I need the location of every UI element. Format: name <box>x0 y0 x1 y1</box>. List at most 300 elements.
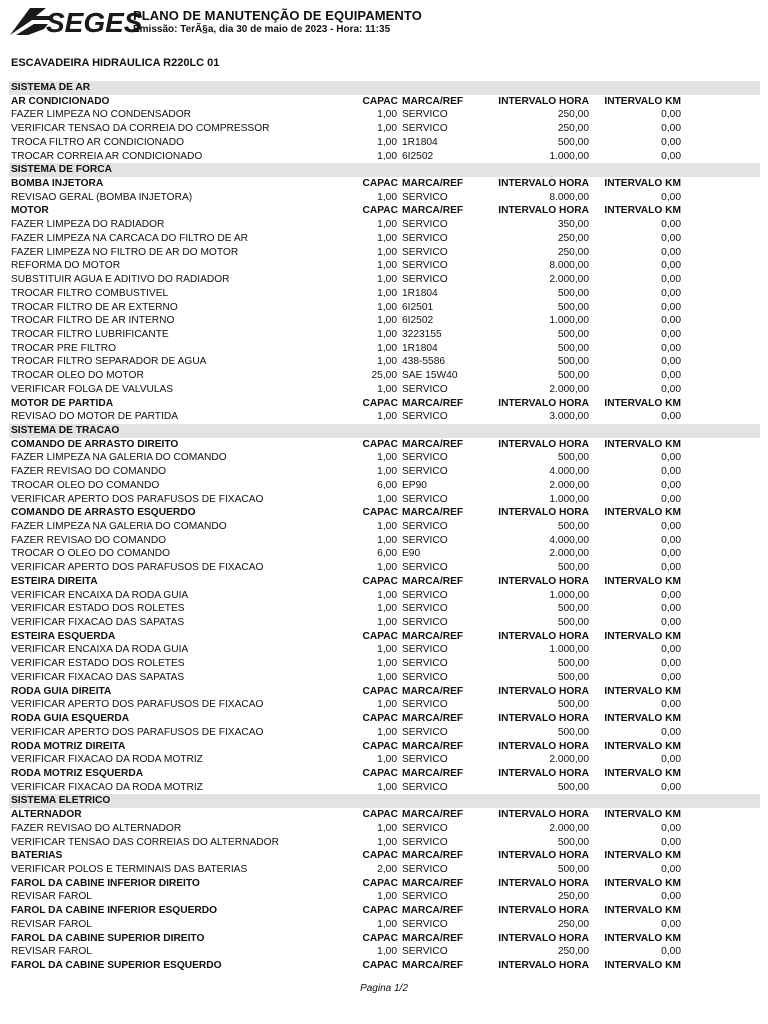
item-interval-km: 0,00 <box>661 863 681 875</box>
item-interval-hours: 500,00 <box>557 370 589 382</box>
item-interval-km: 0,00 <box>661 452 681 464</box>
item-marca: SERVICO <box>402 383 448 395</box>
item-interval-km: 0,00 <box>661 589 681 601</box>
marca-column-header: MARCA/REF <box>402 685 464 697</box>
capac-column-header: CAPAC <box>362 877 398 889</box>
km-column-header: INTERVALO KM <box>604 809 681 821</box>
table-row <box>0 822 768 836</box>
item-marca: 6I2501 <box>402 301 434 313</box>
hora-column-header: INTERVALO HORA <box>498 740 589 752</box>
km-column-header: INTERVALO KM <box>604 877 681 889</box>
item-capac: 1,00 <box>377 356 397 368</box>
hora-column-header: INTERVALO HORA <box>498 905 589 917</box>
table-row <box>0 355 768 369</box>
item-description: TROCAR OLEO DO COMANDO <box>11 479 160 491</box>
group-header-row <box>0 712 768 726</box>
item-capac: 1,00 <box>377 534 397 546</box>
group-name: RODA MOTRIZ ESQUERDA <box>11 767 144 779</box>
maintenance-table <box>0 81 768 973</box>
item-description: VERIFICAR FIXACAO DA RODA MOTRIZ <box>11 754 203 766</box>
table-row <box>0 369 768 383</box>
table-row <box>0 232 768 246</box>
item-capac: 1,00 <box>377 452 397 464</box>
item-interval-km: 0,00 <box>661 411 681 423</box>
item-description: FAZER REVISAO DO COMANDO <box>11 534 167 546</box>
document-title: PLANO DE MANUTENÇÃO DE EQUIPAMENTO <box>133 8 422 23</box>
group-name: FAROL DA CABINE SUPERIOR ESQUERDO <box>11 960 222 971</box>
item-capac: 1,00 <box>377 123 397 135</box>
item-capac: 1,00 <box>377 603 397 615</box>
group-name: FAROL DA CABINE INFERIOR ESQUERDO <box>11 905 218 917</box>
item-description: VERIFICAR APERTO DOS PARAFUSOS DE FIXACAO <box>11 726 264 738</box>
km-column-header: INTERVALO KM <box>604 713 681 725</box>
capac-column-header: CAPAC <box>362 95 398 107</box>
hora-column-header: INTERVALO HORA <box>498 713 589 725</box>
group-name: COMANDO DE ARRASTO DIREITO <box>11 438 179 450</box>
item-interval-hours: 500,00 <box>557 342 589 354</box>
marca-column-header: MARCA/REF <box>402 850 464 862</box>
item-capac: 1,00 <box>377 232 397 244</box>
km-column-header: INTERVALO KM <box>604 95 681 107</box>
item-marca: SERVICO <box>402 109 448 121</box>
item-capac: 1,00 <box>377 191 397 203</box>
km-column-header: INTERVALO KM <box>604 932 681 944</box>
item-capac: 1,00 <box>377 836 397 848</box>
item-interval-hours: 500,00 <box>557 521 589 532</box>
group-header-row <box>0 932 768 946</box>
hora-column-header: INTERVALO HORA <box>498 438 589 450</box>
capac-column-header: CAPAC <box>362 438 398 450</box>
group-name: ESTEIRA ESQUERDA <box>11 630 116 642</box>
hora-column-header: INTERVALO HORA <box>498 932 589 944</box>
group-header-row <box>0 740 768 754</box>
table-row <box>0 589 768 603</box>
item-interval-km: 0,00 <box>661 946 681 958</box>
km-column-header: INTERVALO KM <box>604 767 681 779</box>
item-marca: SERVICO <box>402 754 448 766</box>
marca-column-header: MARCA/REF <box>402 507 464 519</box>
capac-column-header: CAPAC <box>362 205 398 217</box>
group-header-row <box>0 877 768 891</box>
item-interval-km: 0,00 <box>661 315 681 327</box>
item-description: VERIFICAR TENSAO DAS CORREIAS DO ALTERNADOR <box>11 836 279 848</box>
km-column-header: INTERVALO KM <box>604 507 681 519</box>
item-description: VERIFICAR FOLGA DE VALVULAS <box>11 383 174 395</box>
item-description: VERIFICAR POLOS E TERMINAIS DAS BATERIAS <box>11 863 248 875</box>
item-interval-km: 0,00 <box>661 562 681 574</box>
table-row <box>0 259 768 273</box>
item-capac: 1,00 <box>377 383 397 395</box>
table-row <box>0 342 768 356</box>
item-description: FAZER LIMPEZA NA GALERIA DO COMANDO <box>11 452 227 464</box>
item-marca: SERVICO <box>402 534 448 546</box>
table-row <box>0 602 768 616</box>
table-row <box>0 781 768 795</box>
table-row <box>0 493 768 507</box>
group-header-row <box>0 849 768 863</box>
capac-column-header: CAPAC <box>362 397 398 409</box>
item-interval-hours: 350,00 <box>557 219 589 231</box>
item-interval-hours: 1.000,00 <box>549 315 589 327</box>
table-row <box>0 616 768 630</box>
item-interval-km: 0,00 <box>661 781 681 793</box>
group-name: RODA GUIA ESQUERDA <box>11 713 130 725</box>
item-interval-hours: 3.000,00 <box>549 411 589 423</box>
item-description: VERIFICAR ENCAIXA DA RODA GUIA <box>11 644 189 656</box>
system-name: SISTEMA DE AR <box>11 82 91 93</box>
item-interval-km: 0,00 <box>661 370 681 382</box>
system-section-header <box>9 81 760 95</box>
item-interval-hours: 8.000,00 <box>549 260 589 272</box>
item-interval-hours: 500,00 <box>557 863 589 875</box>
group-name: BATERIAS <box>11 850 63 862</box>
item-interval-km: 0,00 <box>661 260 681 272</box>
item-interval-km: 0,00 <box>661 521 681 532</box>
item-marca: SERVICO <box>402 123 448 135</box>
item-interval-km: 0,00 <box>661 671 681 683</box>
group-name: FAROL DA CABINE INFERIOR DIREITO <box>11 877 200 889</box>
item-description: SUBSTITUIR AGUA E ADITIVO DO RADIADOR <box>11 274 230 286</box>
item-interval-km: 0,00 <box>661 644 681 656</box>
item-description: TROCAR FILTRO LUBRIFICANTE <box>11 328 169 340</box>
marca-column-header: MARCA/REF <box>402 877 464 889</box>
item-interval-km: 0,00 <box>661 754 681 766</box>
hora-column-header: INTERVALO HORA <box>498 178 589 190</box>
item-interval-km: 0,00 <box>661 603 681 615</box>
item-marca: SERVICO <box>402 918 448 930</box>
item-interval-km: 0,00 <box>661 836 681 848</box>
item-interval-km: 0,00 <box>661 548 681 560</box>
item-interval-km: 0,00 <box>661 383 681 395</box>
item-capac: 6,00 <box>377 479 397 491</box>
table-row <box>0 218 768 232</box>
item-interval-km: 0,00 <box>661 466 681 478</box>
item-capac: 1,00 <box>377 699 397 711</box>
item-marca: SERVICO <box>402 891 448 903</box>
marca-column-header: MARCA/REF <box>402 960 464 971</box>
item-interval-km: 0,00 <box>661 479 681 491</box>
item-marca: SERVICO <box>402 644 448 656</box>
logo-text: SEGES <box>46 7 143 38</box>
hora-column-header: INTERVALO HORA <box>498 507 589 519</box>
item-capac: 1,00 <box>377 946 397 958</box>
item-description: REVISAR FAROL <box>11 946 92 958</box>
page-number: Pagina 1/2 <box>360 983 408 994</box>
system-section-header <box>9 424 760 438</box>
capac-column-header: CAPAC <box>362 507 398 519</box>
km-column-header: INTERVALO KM <box>604 438 681 450</box>
km-column-header: INTERVALO KM <box>604 205 681 217</box>
km-column-header: INTERVALO KM <box>604 960 681 971</box>
item-capac: 1,00 <box>377 274 397 286</box>
capac-column-header: CAPAC <box>362 850 398 862</box>
item-interval-km: 0,00 <box>661 493 681 505</box>
table-row <box>0 383 768 397</box>
item-marca: SERVICO <box>402 836 448 848</box>
item-capac: 1,00 <box>377 328 397 340</box>
item-interval-km: 0,00 <box>661 109 681 121</box>
item-capac: 1,00 <box>377 918 397 930</box>
item-marca: SERVICO <box>402 521 448 532</box>
emission-date: Emissão: TerÃ§a, dia 30 de maio de 2023 - Hora: 11:35 <box>133 24 391 35</box>
group-header-row <box>0 685 768 699</box>
item-interval-hours: 500,00 <box>557 328 589 340</box>
item-interval-hours: 500,00 <box>557 658 589 670</box>
item-description: FAZER REVISAO DO ALTERNADOR <box>11 822 182 834</box>
table-row <box>0 698 768 712</box>
hora-column-header: INTERVALO HORA <box>498 205 589 217</box>
item-description: VERIFICAR ESTADO DOS ROLETES <box>11 603 185 615</box>
item-description: FAZER LIMPEZA NO FILTRO DE AR DO MOTOR <box>11 246 239 258</box>
item-interval-hours: 500,00 <box>557 452 589 464</box>
item-capac: 1,00 <box>377 315 397 327</box>
item-marca: 1R1804 <box>402 342 438 354</box>
item-marca: E90 <box>402 548 421 560</box>
item-description: REFORMA DO MOTOR <box>11 260 121 272</box>
km-column-header: INTERVALO KM <box>604 397 681 409</box>
item-marca: SERVICO <box>402 671 448 683</box>
group-name: RODA GUIA DIREITA <box>11 685 112 697</box>
table-row <box>0 561 768 575</box>
item-interval-km: 0,00 <box>661 123 681 135</box>
item-description: TROCAR PRE FILTRO <box>11 342 117 354</box>
item-marca: 1R1804 <box>402 287 438 299</box>
item-marca: SERVICO <box>402 863 448 875</box>
item-description: VERIFICAR FIXACAO DAS SAPATAS <box>11 617 185 629</box>
table-row <box>0 890 768 904</box>
group-header-row <box>0 95 768 109</box>
table-row <box>0 136 768 150</box>
hora-column-header: INTERVALO HORA <box>498 877 589 889</box>
item-marca: SERVICO <box>402 232 448 244</box>
item-description: TROCAR FILTRO COMBUSTIVEL <box>11 287 169 299</box>
item-interval-hours: 4.000,00 <box>549 466 589 478</box>
item-marca: SERVICO <box>402 617 448 629</box>
item-interval-km: 0,00 <box>661 287 681 299</box>
item-description: TROCAR FILTRO DE AR EXTERNO <box>11 301 178 313</box>
capac-column-header: CAPAC <box>362 575 398 587</box>
item-capac: 1,00 <box>377 301 397 313</box>
item-marca: 1R1804 <box>402 136 438 148</box>
group-header-row <box>0 177 768 191</box>
group-header-row <box>0 575 768 589</box>
marca-column-header: MARCA/REF <box>402 809 464 821</box>
item-marca: 6I2502 <box>402 315 434 327</box>
hora-column-header: INTERVALO HORA <box>498 960 589 971</box>
group-name: BOMBA INJETORA <box>11 178 104 190</box>
item-marca: SERVICO <box>402 493 448 505</box>
group-header-row <box>0 959 768 973</box>
item-interval-hours: 500,00 <box>557 617 589 629</box>
capac-column-header: CAPAC <box>362 932 398 944</box>
capac-column-header: CAPAC <box>362 767 398 779</box>
item-marca: 3223155 <box>402 328 442 340</box>
item-capac: 1,00 <box>377 246 397 258</box>
item-capac: 1,00 <box>377 521 397 532</box>
item-interval-km: 0,00 <box>661 658 681 670</box>
equipment-name: ESCAVADEIRA HIDRAULICA R220LC 01 <box>11 57 220 69</box>
item-description: TROCAR FILTRO SEPARADOR DE AGUA <box>11 356 207 368</box>
item-capac: 1,00 <box>377 150 397 162</box>
item-capac: 1,00 <box>377 287 397 299</box>
item-description: REVISAO GERAL (BOMBA INJETORA) <box>11 191 193 203</box>
item-marca: SERVICO <box>402 246 448 258</box>
marca-column-header: MARCA/REF <box>402 932 464 944</box>
table-row <box>0 836 768 850</box>
item-interval-hours: 500,00 <box>557 136 589 148</box>
item-marca: SERVICO <box>402 411 448 423</box>
item-capac: 1,00 <box>377 219 397 231</box>
item-marca: SERVICO <box>402 658 448 670</box>
item-capac: 1,00 <box>377 754 397 766</box>
marca-column-header: MARCA/REF <box>402 95 464 107</box>
km-column-header: INTERVALO KM <box>604 575 681 587</box>
hora-column-header: INTERVALO HORA <box>498 95 589 107</box>
item-capac: 1,00 <box>377 109 397 121</box>
item-interval-hours: 500,00 <box>557 562 589 574</box>
marca-column-header: MARCA/REF <box>402 397 464 409</box>
item-description: REVISAO DO MOTOR DE PARTIDA <box>11 411 178 423</box>
marca-column-header: MARCA/REF <box>402 438 464 450</box>
km-column-header: INTERVALO KM <box>604 740 681 752</box>
table-row <box>0 122 768 136</box>
km-column-header: INTERVALO KM <box>604 178 681 190</box>
item-interval-km: 0,00 <box>661 136 681 148</box>
item-capac: 25,00 <box>371 370 397 382</box>
item-marca: SERVICO <box>402 946 448 958</box>
item-interval-hours: 250,00 <box>557 109 589 121</box>
system-name: SISTEMA ELETRICO <box>11 795 111 807</box>
item-marca: SERVICO <box>402 726 448 738</box>
item-interval-hours: 2.000,00 <box>549 548 589 560</box>
item-marca: SERVICO <box>402 781 448 793</box>
item-interval-km: 0,00 <box>661 891 681 903</box>
item-interval-hours: 500,00 <box>557 726 589 738</box>
item-capac: 1,00 <box>377 644 397 656</box>
item-interval-hours: 500,00 <box>557 836 589 848</box>
item-interval-km: 0,00 <box>661 342 681 354</box>
marca-column-header: MARCA/REF <box>402 767 464 779</box>
item-capac: 1,00 <box>377 466 397 478</box>
item-description: TROCAR FILTRO DE AR INTERNO <box>11 315 175 327</box>
table-row <box>0 918 768 932</box>
capac-column-header: CAPAC <box>362 809 398 821</box>
group-header-row <box>0 767 768 781</box>
item-marca: 438-5586 <box>402 356 446 368</box>
item-capac: 1,00 <box>377 411 397 423</box>
item-interval-hours: 8.000,00 <box>549 191 589 203</box>
table-row <box>0 547 768 561</box>
table-row <box>0 328 768 342</box>
item-description: VERIFICAR APERTO DOS PARAFUSOS DE FIXACAO <box>11 562 264 574</box>
table-row <box>0 191 768 205</box>
group-name: ESTEIRA DIREITA <box>11 575 98 587</box>
group-name: MOTOR DE PARTIDA <box>11 397 114 409</box>
table-row <box>0 301 768 315</box>
km-column-header: INTERVALO KM <box>604 905 681 917</box>
item-interval-hours: 500,00 <box>557 301 589 313</box>
item-marca: SERVICO <box>402 562 448 574</box>
table-row <box>0 479 768 493</box>
item-interval-km: 0,00 <box>661 274 681 286</box>
group-name: FAROL DA CABINE SUPERIOR DIREITO <box>11 932 205 944</box>
item-interval-hours: 2.000,00 <box>549 274 589 286</box>
item-interval-km: 0,00 <box>661 822 681 834</box>
item-description: VERIFICAR TENSAO DA CORREIA DO COMPRESSOR <box>11 123 270 135</box>
item-description: FAZER LIMPEZA NA CARCACA DO FILTRO DE AR <box>11 232 248 244</box>
item-interval-km: 0,00 <box>661 699 681 711</box>
item-marca: SERVICO <box>402 219 448 231</box>
table-row <box>0 451 768 465</box>
hora-column-header: INTERVALO HORA <box>498 685 589 697</box>
marca-column-header: MARCA/REF <box>402 740 464 752</box>
table-row <box>0 753 768 767</box>
system-name: SISTEMA DE TRACAO <box>11 424 120 436</box>
capac-column-header: CAPAC <box>362 713 398 725</box>
table-row <box>0 287 768 301</box>
group-name: RODA MOTRIZ DIREITA <box>11 740 126 752</box>
item-marca: SERVICO <box>402 260 448 272</box>
hora-column-header: INTERVALO HORA <box>498 809 589 821</box>
system-section-header <box>9 794 760 808</box>
group-header-row <box>0 204 768 218</box>
table-row <box>0 657 768 671</box>
table-row <box>0 945 768 959</box>
item-marca: EP90 <box>402 479 427 491</box>
item-description: VERIFICAR APERTO DOS PARAFUSOS DE FIXACAO <box>11 699 264 711</box>
group-name: COMANDO DE ARRASTO ESQUERDO <box>11 507 196 519</box>
item-description: VERIFICAR FIXACAO DAS SAPATAS <box>11 671 185 683</box>
item-interval-hours: 250,00 <box>557 946 589 958</box>
item-capac: 1,00 <box>377 260 397 272</box>
item-description: REVISAR FAROL <box>11 891 92 903</box>
hora-column-header: INTERVALO HORA <box>498 850 589 862</box>
km-column-header: INTERVALO KM <box>604 685 681 697</box>
capac-column-header: CAPAC <box>362 630 398 642</box>
table-row <box>0 273 768 287</box>
table-row <box>0 671 768 685</box>
item-description: REVISAR FAROL <box>11 918 92 930</box>
marca-column-header: MARCA/REF <box>402 905 464 917</box>
hora-column-header: INTERVALO HORA <box>498 397 589 409</box>
item-capac: 1,00 <box>377 781 397 793</box>
hora-column-header: INTERVALO HORA <box>498 630 589 642</box>
table-row <box>0 726 768 740</box>
item-capac: 1,00 <box>377 671 397 683</box>
group-header-row <box>0 397 768 411</box>
item-marca: SERVICO <box>402 589 448 601</box>
logo-swoosh-icon <box>10 4 143 38</box>
capac-column-header: CAPAC <box>362 685 398 697</box>
item-interval-hours: 250,00 <box>557 918 589 930</box>
item-interval-hours: 500,00 <box>557 287 589 299</box>
item-interval-km: 0,00 <box>661 246 681 258</box>
item-interval-km: 0,00 <box>661 301 681 313</box>
item-marca: SAE 15W40 <box>402 370 458 382</box>
item-description: VERIFICAR APERTO DOS PARAFUSOS DE FIXACAO <box>11 493 264 505</box>
group-header-row <box>0 630 768 644</box>
item-interval-hours: 500,00 <box>557 603 589 615</box>
capac-column-header: CAPAC <box>362 178 398 190</box>
item-interval-hours: 2.000,00 <box>549 383 589 395</box>
km-column-header: INTERVALO KM <box>604 630 681 642</box>
item-interval-hours: 1.000,00 <box>549 493 589 505</box>
item-capac: 6,00 <box>377 548 397 560</box>
marca-column-header: MARCA/REF <box>402 205 464 217</box>
marca-column-header: MARCA/REF <box>402 630 464 642</box>
item-description: TROCAR CORREIA AR CONDICIONADO <box>11 150 203 162</box>
item-interval-km: 0,00 <box>661 328 681 340</box>
